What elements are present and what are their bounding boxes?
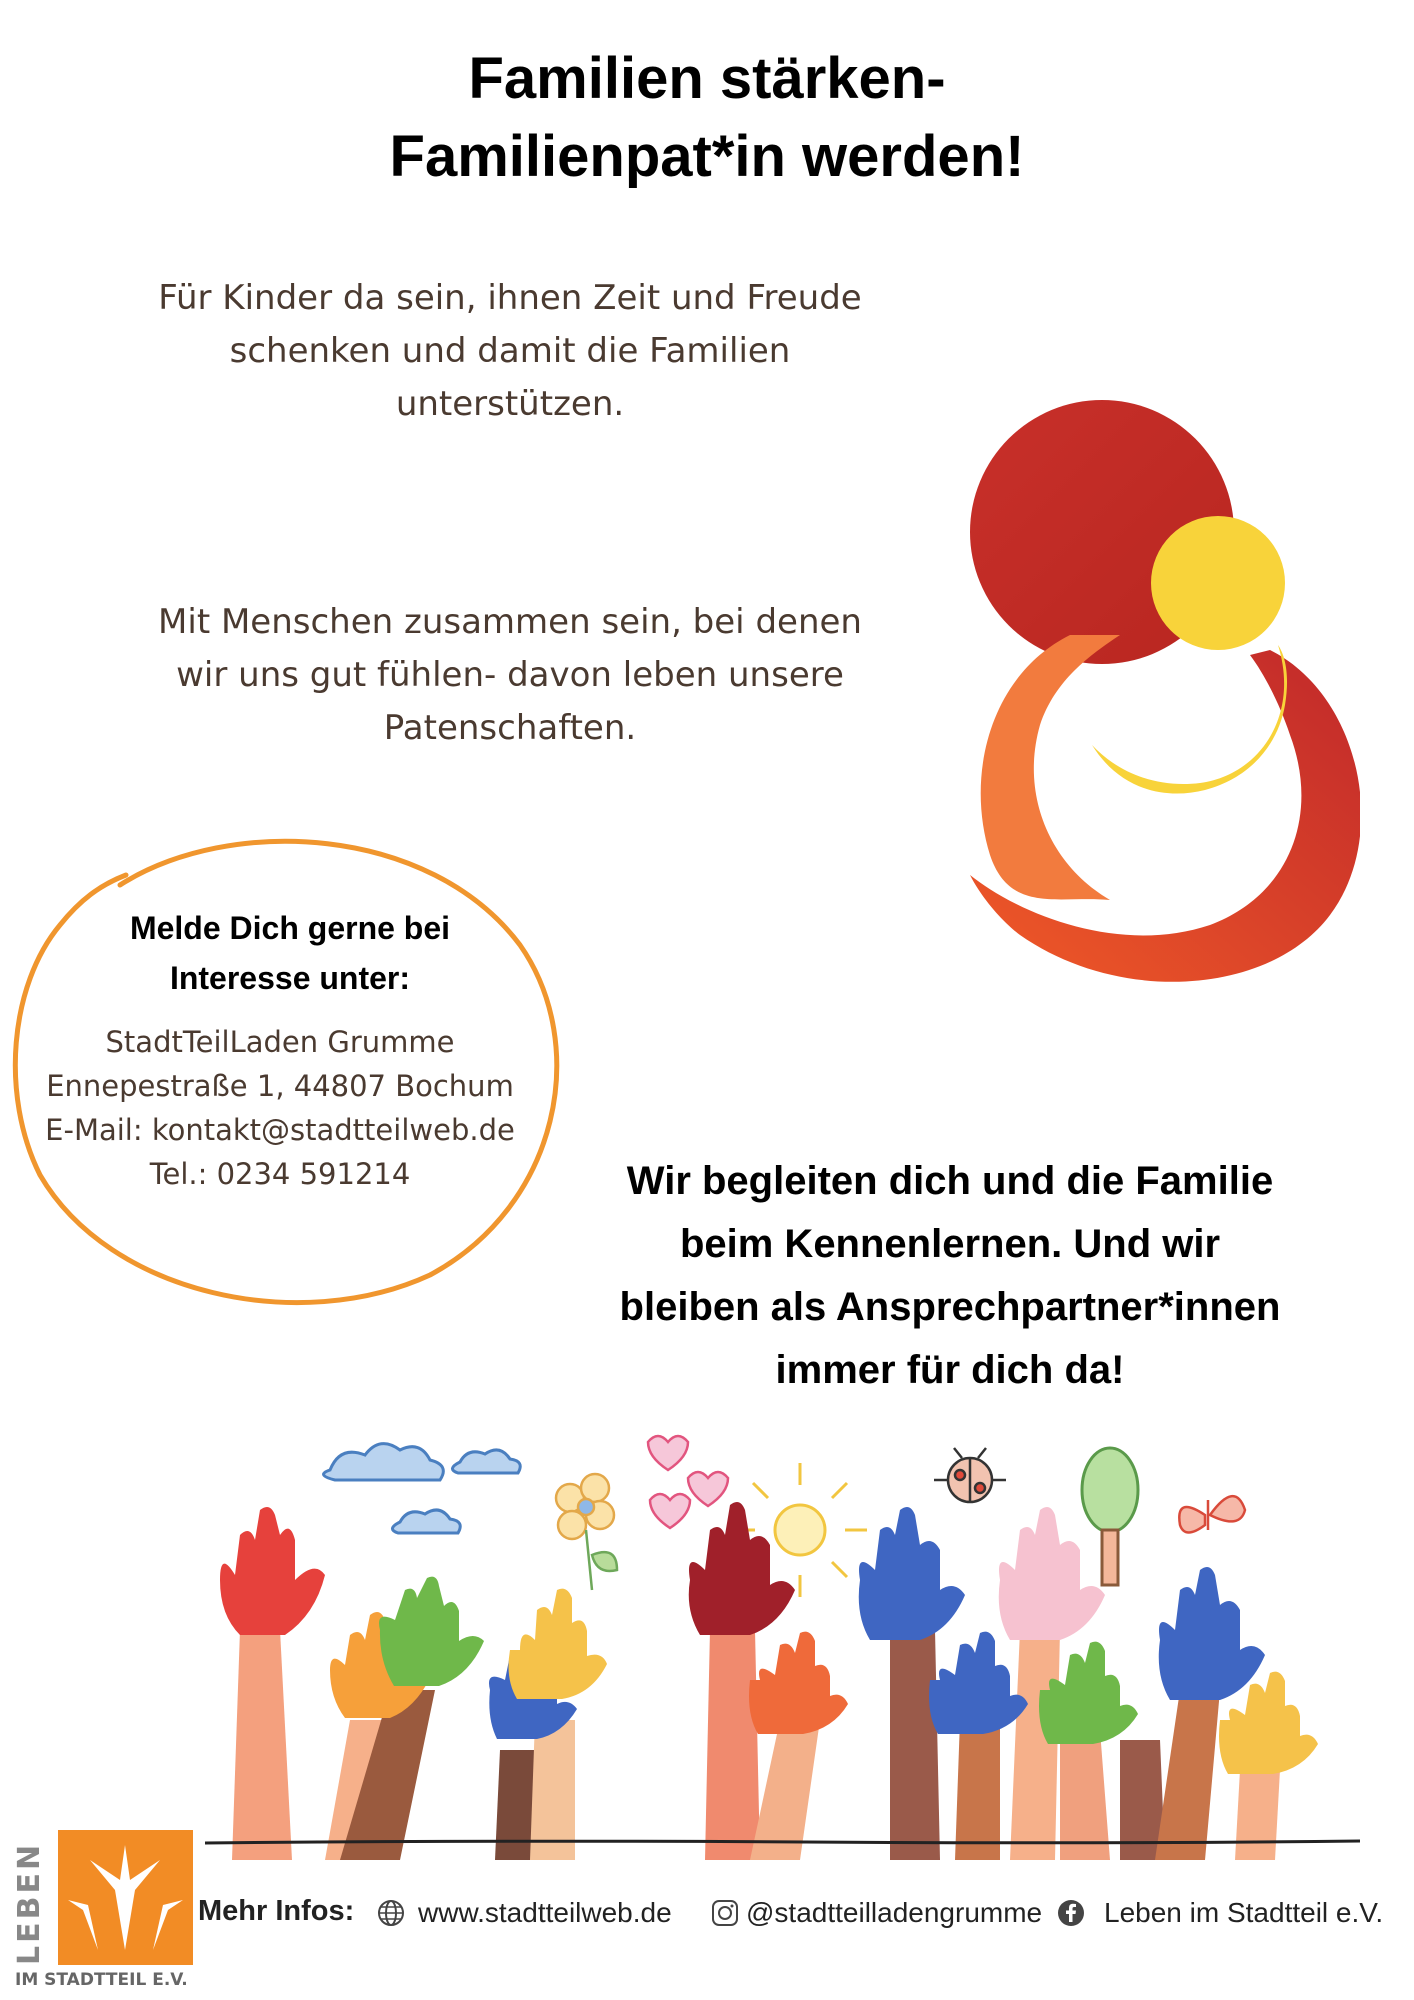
butterfly-doodle-icon xyxy=(1179,1496,1245,1532)
orange-crescent xyxy=(981,635,1120,900)
title-line-2: Familienpat*in werden! xyxy=(389,124,1025,189)
cloud-doodle-icon xyxy=(324,1444,521,1533)
stylized-figures-icon xyxy=(58,1830,193,1965)
facebook-icon xyxy=(1056,1898,1086,1928)
instagram-icon xyxy=(710,1898,740,1928)
intro-line-3: unterstützen. xyxy=(395,384,625,424)
tree-doodle-icon xyxy=(1082,1448,1138,1585)
globe-icon xyxy=(376,1898,406,1928)
website-text: www.stadtteilweb.de xyxy=(418,1897,672,1928)
together-line-2: wir uns gut fühlen- davon leben unsere xyxy=(176,655,844,695)
family-logo-graphic xyxy=(960,395,1360,1015)
together-paragraph xyxy=(70,596,950,755)
contact-phone[interactable]: Tel.: 0234 591214 xyxy=(149,1157,411,1191)
contact-email[interactable]: E-Mail: kontakt@stadtteilweb.de xyxy=(45,1113,515,1147)
intro-line-2: schenken und damit die Familien xyxy=(229,331,791,371)
contact-name: StadtTeilLaden Grumme xyxy=(105,1025,455,1059)
painted-hands-illustration xyxy=(200,1430,1360,1860)
instagram-link[interactable] xyxy=(710,1893,1042,1933)
together-line-1: Mit Menschen zusammen sein, bei denen xyxy=(158,602,862,642)
logo-word: LEBEN xyxy=(12,1841,47,1965)
contact-details xyxy=(5,1020,555,1196)
yellow-crescent xyxy=(1092,645,1287,794)
ladybug-doodle-icon xyxy=(934,1448,1006,1502)
heart-doodle-icon xyxy=(648,1436,728,1528)
support-line-4: immer für dich da! xyxy=(775,1348,1125,1392)
contact-heading-line-1: Melde Dich gerne bei xyxy=(129,910,451,946)
footer-label: Mehr Infos: xyxy=(198,1895,355,1927)
flower-doodle-icon xyxy=(556,1474,617,1590)
page-title xyxy=(0,40,1414,196)
footer-info-bar xyxy=(198,1893,1413,1933)
together-line-3: Patenschaften. xyxy=(383,708,637,748)
support-line-1: Wir begleiten dich und die Familie xyxy=(626,1159,1274,1203)
facebook-link[interactable] xyxy=(1056,1893,1383,1933)
title-line-1: Familien stärken- xyxy=(468,46,946,111)
support-line-3: bleiben als Ansprechpartner*innen xyxy=(619,1285,1281,1329)
support-line-2: beim Kennenlernen. Und wir xyxy=(679,1222,1221,1266)
intro-paragraph xyxy=(70,272,950,431)
logo-mark xyxy=(58,1830,193,1965)
facebook-text: Leben im Stadtteil e.V. xyxy=(1104,1897,1384,1928)
yellow-circle xyxy=(1151,516,1285,650)
logo-subtitle: IM STADTTEIL E.V. xyxy=(15,1970,188,1990)
instagram-text: @stadtteilladengrumme xyxy=(746,1897,1043,1928)
organization-logo xyxy=(10,1830,190,1995)
website-link[interactable] xyxy=(376,1893,672,1933)
intro-line-1: Für Kinder da sein, ihnen Zeit und Freude xyxy=(158,278,862,318)
contact-heading xyxy=(60,903,520,1003)
contact-address: Ennepestraße 1, 44807 Bochum xyxy=(46,1069,514,1103)
support-statement xyxy=(560,1150,1340,1402)
contact-heading-line-2: Interesse unter: xyxy=(169,960,411,996)
ground-line xyxy=(205,1838,1360,1846)
